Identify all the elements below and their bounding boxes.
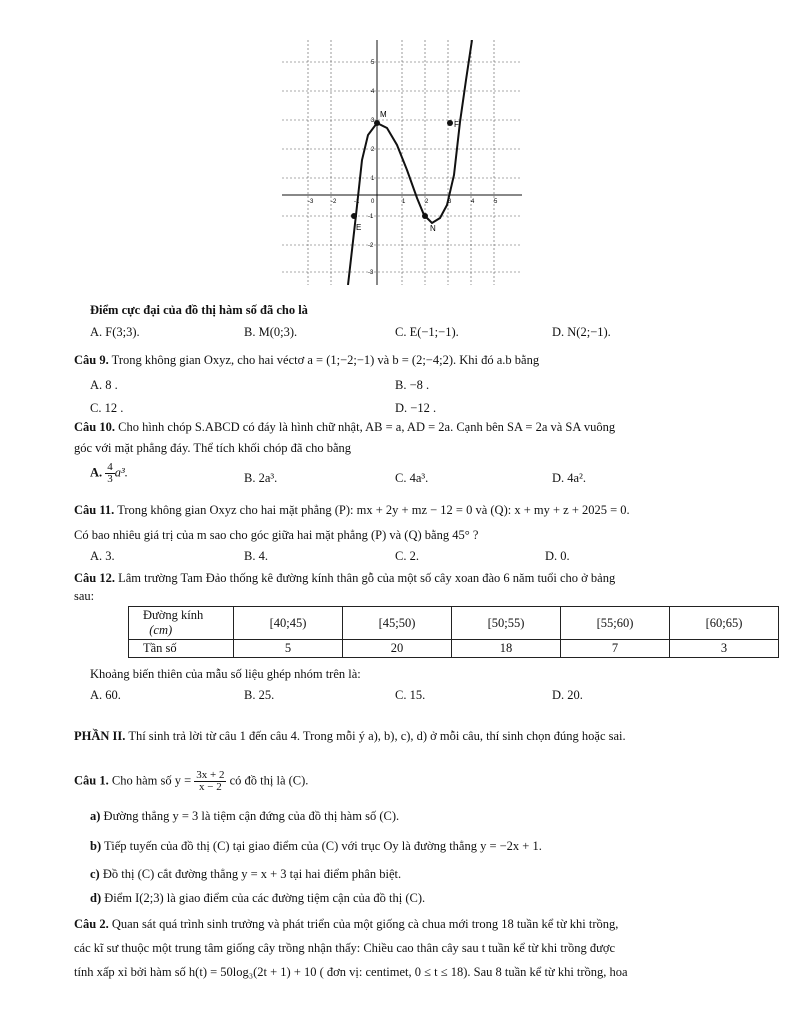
q8-opt-b[interactable]: B. M(0;3). bbox=[244, 325, 298, 339]
q9-question bbox=[74, 352, 539, 368]
fraction: $\frac{4}{3}$ bbox=[107, 461, 113, 485]
q10-opt-a[interactable]: A. $\frac{4}{3}$ a³. bbox=[90, 461, 128, 485]
xtick: 0 bbox=[371, 199, 375, 205]
ytick: 2 bbox=[371, 147, 375, 153]
function-graph bbox=[282, 40, 522, 285]
q10-opt-c[interactable]: C. 4a³. bbox=[395, 471, 429, 485]
table-cell: 20 bbox=[343, 640, 452, 658]
xtick: 5 bbox=[494, 199, 498, 205]
q10-opt-b[interactable]: B. 2a³. bbox=[244, 471, 278, 485]
q12-opt-b[interactable]: B. 25. bbox=[244, 688, 275, 702]
xtick: 1 bbox=[402, 199, 406, 205]
q12-label: Câu 12. bbox=[74, 571, 115, 585]
xtick: 4 bbox=[471, 199, 475, 205]
q9-stem: Trong không gian Oxyz, cho hai véctơ a = (1;−2;−1) và b = (2;−4;2). Khi đó a.b bằng bbox=[111, 353, 540, 367]
q9-opt-a[interactable]: A. 8 . bbox=[90, 378, 118, 392]
q9-opt-c[interactable]: C. 12 . bbox=[90, 401, 124, 415]
q12-stem2: sau: bbox=[74, 589, 95, 603]
data-table bbox=[128, 606, 779, 658]
q9-opt-b[interactable]: B. −8 . bbox=[395, 378, 430, 392]
q9-label: Câu 9. bbox=[74, 353, 109, 367]
q12-question bbox=[74, 570, 615, 586]
ytick: 4 bbox=[371, 89, 375, 95]
ytick: 1 bbox=[371, 176, 375, 182]
point-F bbox=[447, 120, 453, 126]
ytick: 5 bbox=[371, 60, 375, 66]
q8-stem: Điểm cực đại của đồ thị hàm số đã cho là bbox=[90, 303, 308, 317]
q8-opt-c[interactable]: C. E(−1;−1). bbox=[395, 325, 459, 339]
q11-label: Câu 11. bbox=[74, 503, 115, 517]
table-cell: Tần số bbox=[129, 640, 234, 658]
point-M bbox=[374, 120, 380, 126]
table-cell: 7 bbox=[561, 640, 670, 658]
q11-opt-b[interactable]: B. 4. bbox=[244, 549, 268, 563]
q10-opt-d[interactable]: D. 4a². bbox=[552, 471, 586, 485]
point-E bbox=[351, 213, 357, 219]
label-N: N bbox=[430, 224, 436, 233]
table-cell: 3 bbox=[670, 640, 779, 658]
curve bbox=[348, 40, 472, 285]
c1-label: Câu 1. bbox=[74, 773, 109, 788]
q9-opt-d[interactable]: D. −12 . bbox=[395, 401, 437, 415]
table-cell: Đường kính (cm) bbox=[129, 607, 234, 640]
table-cell: [45;50) bbox=[343, 607, 452, 640]
table-cell: 5 bbox=[234, 640, 343, 658]
c2-line3: tính xấp xỉ bởi hàm số h(t) = 50log₃(2t + 1) + 10 ( đơn vị: centimet, 0 ≤ t ≤ 18). Sau 8 tuần kể từ khi trồng, hoa bbox=[74, 965, 628, 979]
ytick: -3 bbox=[368, 270, 374, 276]
q12-opt-c[interactable]: C. 15. bbox=[395, 688, 426, 702]
xtick: 3 bbox=[448, 199, 452, 205]
q12-opt-a[interactable]: A. 60. bbox=[90, 688, 121, 702]
part2-heading bbox=[74, 728, 626, 744]
fraction: $\frac{3x + 2}{x - 2}$ bbox=[196, 769, 225, 793]
label-M: M bbox=[380, 110, 387, 119]
table-cell: [40;45) bbox=[234, 607, 343, 640]
c1-question: Câu 1. Cho hàm số y = $\frac{3x + 2}{x - 2}$ có đồ thị là (C). bbox=[74, 769, 309, 793]
label-F: F bbox=[454, 120, 459, 129]
xtick: -2 bbox=[331, 199, 337, 205]
table-row bbox=[129, 607, 779, 640]
label-E: E bbox=[356, 223, 362, 232]
q11-opt-d[interactable]: D. 0. bbox=[545, 549, 570, 563]
q12-stem1: Lâm trường Tam Đảo thống kê đường kính thân gỗ của một số cây xoan đào 6 năm tuổi cho ở bảng bbox=[118, 571, 616, 585]
table-cell: [55;60) bbox=[561, 607, 670, 640]
q10-stem1: Cho hình chóp S.ABCD có đáy là hình chữ nhật, AB = a, AD = 2a. Cạnh bên SA = 2a và SA vuông bbox=[118, 420, 616, 434]
c1-item-d[interactable]: d) Điểm I(2;3) là giao điểm của các đường tiệm cận của đồ thị (C). bbox=[90, 891, 426, 905]
q12-opt-d[interactable]: D. 20. bbox=[552, 688, 583, 702]
ytick: -2 bbox=[368, 243, 374, 249]
table-cell: [60;65) bbox=[670, 607, 779, 640]
xtick: 2 bbox=[425, 199, 429, 205]
q8-opt-a[interactable]: A. F(3;3). bbox=[90, 325, 140, 339]
table-cell: [50;55) bbox=[452, 607, 561, 640]
q10-stem2: góc với mặt phẳng đáy. Thể tích khối chóp đã cho bằng bbox=[74, 441, 352, 455]
q8-opt-d[interactable]: D. N(2;−1). bbox=[552, 325, 611, 339]
part2-text: Thí sinh trả lời từ câu 1 đến câu 4. Trong mỗi ý a), b), c), d) ở mỗi câu, thí sinh chọn đúng hoặc sai. bbox=[128, 729, 626, 743]
ytick: -1 bbox=[368, 214, 374, 220]
c1-item-c[interactable]: c) Đồ thị (C) cắt đường thẳng y = x + 3 tại hai điểm phân biệt. bbox=[90, 867, 402, 881]
q11-stem1: Trong không gian Oxyz cho hai mặt phẳng (P): mx + 2y + mz − 12 = 0 và (Q): x + my + z + 2025 = 0. bbox=[117, 503, 630, 517]
table-row bbox=[129, 640, 779, 658]
q12-after: Khoảng biến thiên của mẫu số liệu ghép nhóm trên là: bbox=[90, 667, 361, 681]
grid bbox=[282, 40, 522, 285]
q11-opt-a[interactable]: A. 3. bbox=[90, 549, 115, 563]
xtick: -3 bbox=[308, 199, 314, 205]
c2-line2: các kĩ sư thuộc một trung tâm giống cây trồng nhận thấy: Chiều cao thân cây sau t tuần kể từ khi trồng được bbox=[74, 941, 616, 955]
q11-question bbox=[74, 502, 630, 518]
c2-label: Câu 2. bbox=[74, 917, 109, 931]
q10-question bbox=[74, 419, 615, 435]
point-N bbox=[422, 213, 428, 219]
q10-label: Câu 10. bbox=[74, 420, 115, 434]
q11-opt-c[interactable]: C. 2. bbox=[395, 549, 419, 563]
xtick: -1 bbox=[354, 199, 360, 205]
part2-label: PHẦN II. bbox=[74, 729, 126, 743]
table-cell: 18 bbox=[452, 640, 561, 658]
c2-line1: Câu 2. Quan sát quá trình sinh trưởng và phát triển của một giống cà chua mới trong 18 tuần kể từ khi trồng, bbox=[74, 917, 619, 931]
c1-item-b[interactable]: b) Tiếp tuyến của đồ thị (C) tại giao điểm của (C) với trục Oy là đường thẳng y = −2x + 1. bbox=[90, 839, 542, 853]
q11-stem2: Có bao nhiêu giá trị của m sao cho góc giữa hai mặt phẳng (P) và (Q) bằng 45° ? bbox=[74, 528, 479, 542]
c1-item-a[interactable]: a) Đường thẳng y = 3 là tiệm cận đứng của đồ thị hàm số (C). bbox=[90, 809, 400, 823]
ytick: 3 bbox=[371, 118, 375, 124]
